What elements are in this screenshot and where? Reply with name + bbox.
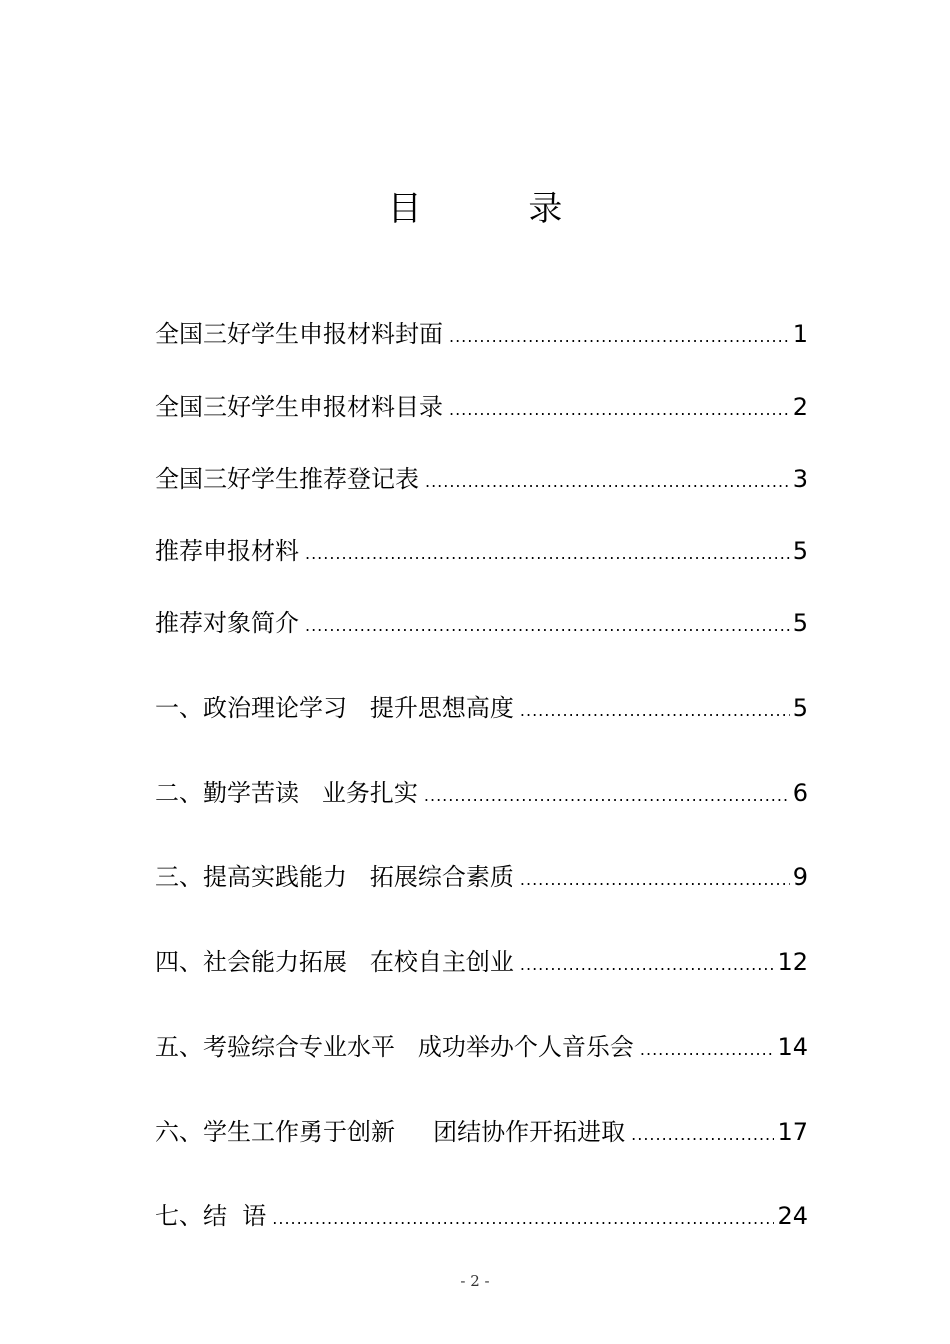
toc-leader-dots (631, 1119, 774, 1151)
toc-entry-title: 推荐对象简介 (155, 609, 299, 637)
toc-entry[interactable] (155, 607, 808, 639)
toc-entry-page: 2 (792, 393, 808, 421)
toc-entry[interactable] (155, 1116, 808, 1148)
toc-entry-title: 二、勤学苦读 业务扎实 (155, 779, 418, 807)
toc-entry[interactable] (155, 1031, 808, 1063)
toc-entry-title: 七、结 语 (155, 1202, 267, 1230)
toc-leader-dots (520, 864, 790, 896)
toc-entry-page: 5 (792, 537, 808, 565)
page-number: - 2 - (460, 1272, 490, 1290)
toc-entry-title: 六、学生工作勇于创新 团结协作开拓进取 (155, 1118, 626, 1146)
toc-entry-title: 推荐申报材料 (155, 537, 299, 565)
toc-entry-title: 全国三好学生申报材料目录 (155, 393, 443, 421)
toc-entry[interactable] (155, 692, 808, 724)
toc-entry[interactable] (155, 1200, 808, 1232)
toc-entry-page: 6 (792, 779, 808, 807)
toc-entry-page: 24 (777, 1202, 808, 1230)
toc-leader-dots (449, 394, 790, 426)
toc-entry-page: 5 (792, 694, 808, 722)
toc-entry-title: 三、提高实践能力 拓展综合素质 (155, 863, 514, 891)
page-title: 目 录 (387, 189, 611, 229)
toc-leader-dots (520, 949, 775, 981)
toc-entry-page: 12 (777, 948, 808, 976)
toc-leader-dots (272, 1203, 774, 1235)
toc-leader-dots (520, 695, 790, 727)
toc-leader-dots (305, 538, 790, 570)
toc-entry[interactable] (155, 535, 808, 567)
toc-leader-dots (424, 780, 790, 812)
toc-entry[interactable] (155, 861, 808, 893)
toc-entry-title: 全国三好学生申报材料封面 (155, 320, 443, 348)
toc-leader-dots (305, 610, 790, 642)
toc-entry[interactable] (155, 463, 808, 495)
toc-entry-title: 五、考验综合专业水平 成功举办个人音乐会 (155, 1033, 634, 1061)
toc-leader-dots (449, 321, 790, 353)
toc-entry-page: 9 (792, 863, 808, 891)
toc-entry-page: 1 (792, 320, 808, 348)
toc-entry[interactable] (155, 777, 808, 809)
toc-entry[interactable] (155, 391, 808, 423)
toc-entry-title: 四、社会能力拓展 在校自主创业 (155, 948, 514, 976)
toc-entry[interactable] (155, 946, 808, 978)
toc-entry-title: 全国三好学生推荐登记表 (155, 465, 419, 493)
toc-leader-dots (425, 466, 790, 498)
toc-entry-page: 14 (777, 1033, 808, 1061)
toc-leader-dots (640, 1034, 775, 1066)
toc-entry-page: 17 (777, 1118, 808, 1146)
toc-entry-page: 5 (792, 609, 808, 637)
toc-entry-title: 一、政治理论学习 提升思想高度 (155, 694, 514, 722)
toc-entry[interactable] (155, 318, 808, 350)
toc-entry-page: 3 (792, 465, 808, 493)
